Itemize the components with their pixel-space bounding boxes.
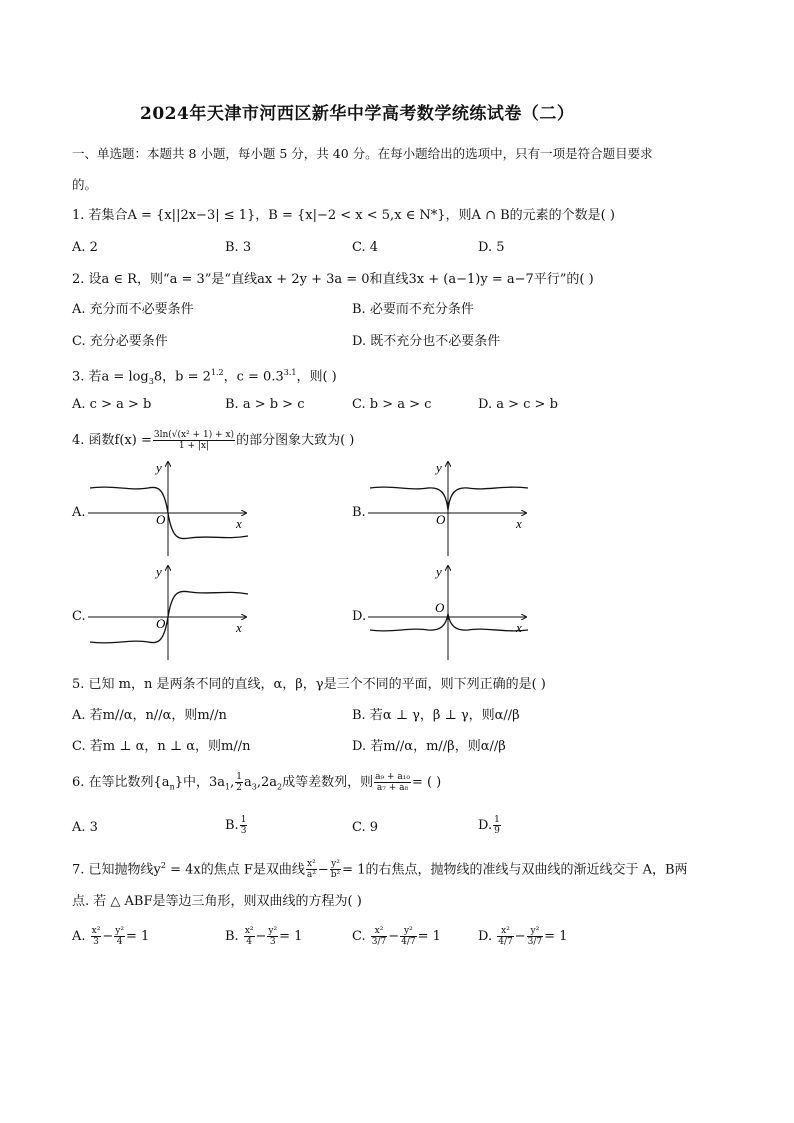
origin-label: O [156,512,166,527]
question-4-stem [72,428,354,454]
question-1-option-d: D. 5 [478,240,505,255]
q7-d-rhs: = 1 [544,929,568,944]
q4-frac-num: 3ln(√(x² + 1) + x) [153,430,235,440]
origin-label: O [435,600,445,615]
question-7-option-a: A. $\frac{\text{x²}}{3}$ − $\frac{\text{y²}}{4}$ = 1 [72,926,150,947]
x-label: x [236,620,242,635]
q7-b-n1: x² [244,926,254,936]
question-3-option-a: A. c > a > b [72,397,152,412]
q3-stem-mid1: 8，b = 2 [153,369,211,385]
q6-sub-1: 1 [225,782,231,792]
section-heading-line2: 的。 [72,177,98,192]
question-2-option-d: D. 既不充分也不必要条件 [352,334,501,349]
question-6-option-a: A. 3 [72,820,98,835]
q7-d-n2: y² [527,926,543,937]
q4-stem-post: 的部分图象大致为( ) [236,433,355,448]
q7-d-frac2 [527,926,543,947]
origin-label: O [436,512,446,527]
q7-stem-post: = 1的右焦点，抛物线的准线与双曲线的渐近线交于 A，B两 [342,862,688,878]
q4-function-fraction [153,430,235,451]
q7-b-n2: y² [268,926,278,936]
q7-c-frac1 [371,926,387,947]
question-7-stem-line2: 点. 若 △ ABF是等边三角形，则双曲线的方程为( ) [72,894,362,909]
q7-b-frac2 [267,926,278,947]
q4-graph-b [366,458,531,558]
q7-a-frac1 [91,926,102,947]
question-5-stem: 5. 已知 m，n 是两条不同的直线，α，β，γ是三个不同的平面，则下列正确的是( ) [72,677,546,692]
question-1-stem: 1. 若集合A = {x||2x−3| ≤ 1}，B = {x|−2 < x < 5,x ∈ N*}，则A ∩ B的元素的个数是( ) [72,208,615,223]
question-5-option-b: B. 若α ⊥ γ，β ⊥ γ，则α//β [352,708,520,723]
q7-c-d2: 4/7 [401,937,416,947]
q7-stem-mid: = 4x的焦点 F是双曲线 [165,862,305,878]
q3-exp1: 1.2 [210,368,224,377]
q7-a-label: A. [72,929,86,944]
q7-stem-pre: 7. 已知抛物线y [72,862,161,878]
q7-a-d2: 4 [116,937,123,947]
x-label: x [516,620,522,635]
q4-graph-d [366,562,531,662]
q3-exp2: 3.1 [283,368,297,377]
q7-a-n1: x² [91,926,101,936]
q6-d-den: 9 [494,826,500,836]
y-label: y [436,460,442,475]
q6-2a: ,2a [256,775,277,790]
question-6-option-d [478,812,502,840]
q4-option-b-label: B. [352,505,366,520]
q6-ratio-num: a₉ + a₁₀ [375,772,410,782]
q7-a-d1: 3 [93,937,99,947]
q6-a3: a [243,775,252,790]
q6-b-fraction [240,815,248,836]
exam-title: 2024年天津市河西区新华中学高考数学统练试卷（二） [140,104,575,124]
question-2-option-c: C. 充分必要条件 [72,334,168,349]
q4-frac-den: 1 + |x| [178,441,210,451]
q4-stem-pre: 4. 函数f(x) = [72,433,152,448]
q7-c-frac2 [400,926,416,947]
question-5-option-d: D. 若m//α，m//β，则α//β [352,739,506,754]
q7-hx-num: x² [307,859,316,870]
y-label: y [436,564,442,579]
q3-log-base: 3 [148,376,154,386]
q6-d-fraction [493,815,501,836]
question-6-stem: 6. 在等比数列$\{a_n\}$中，$3a_1$, $\frac{1}{2}$ $a_3,2a_2$成等差数列，则 $\frac{\text{a₉ + a₁₀}}{\text{a₇ + a₈}}$ = ( ) [72,772,442,793]
q7-hx-den: a² [306,870,316,881]
question-1-option-b: B. 3 [225,240,252,255]
q6-d-label: D. [478,818,493,833]
y-label: y [156,460,162,475]
q7-a-frac2 [114,926,125,947]
q7-b-label: B. [225,929,239,944]
q6-sub-2: 2 [277,782,283,792]
question-3-option-d: D. a > c > b [478,397,558,412]
question-5-option-c: C. 若m ⊥ α，n ⊥ α，则m//n [72,739,251,754]
question-7-option-d: D. $\frac{\text{x²}}{4/7}$ − $\frac{\text{y²}}{3/7}$ = 1 [478,926,568,947]
q7-sup-2: 2 [160,861,166,870]
q6-sub-n: n [169,782,175,792]
q7-d-d2: 3/7 [527,937,543,947]
q4-option-c-label: C. [72,609,86,624]
curve [370,487,528,510]
q6-stem-pre: 6. 在等比数列{a [72,775,170,790]
q7-b-rhs: = 1 [279,929,303,944]
question-3-stem [72,365,337,390]
q7-c-label: C. [352,929,366,944]
question-2-option-a: A. 充分而不必要条件 [72,302,194,317]
q6-stem-mid2: 成等差数列，则 [282,775,374,790]
q7-a-n2: y² [115,926,124,936]
q7-d-n1: x² [497,926,513,937]
q7-c-d1: 3/7 [371,937,387,947]
x-label: x [236,516,242,531]
q7-c-rhs: = 1 [417,929,441,944]
x-label: x [516,516,522,531]
q7-hx-fraction [306,859,317,880]
q6-ratio-den: a₇ + a₈ [376,783,409,793]
q7-hy-num: y² [331,859,340,870]
q7-d-label: D. [478,929,493,944]
q4-graph-c [86,562,251,662]
q7-c-n2: y² [400,926,416,937]
q7-b-frac1 [244,926,255,947]
question-7-option-c: C. $\frac{\text{x²}}{3/7}$ − $\frac{\text{y²}}{4/7}$ = 1 [352,926,441,947]
q4-option-a-label: A. [72,505,86,520]
q6-d-num: 1 [494,815,500,825]
q3-stem-post: ，则( ) [296,369,337,385]
q7-a-rhs: = 1 [125,929,150,944]
y-label: y [156,564,162,579]
question-1-option-c: C. 4 [352,240,379,255]
q6-ratio-fraction [374,772,411,793]
question-5-option-a: A. 若m//α，n//α，则m//n [72,708,227,723]
q7-b-d1: 4 [246,937,253,947]
q6-half-den: 2 [236,783,242,793]
q6-b-label: B. [225,818,239,833]
q4-graph-a [86,458,251,558]
q6-half-num: 1 [236,772,242,782]
question-7-option-b: B. $\frac{\text{x²}}{4}$ − $\frac{\text{y²}}{3}$ = 1 [225,926,303,947]
q3-stem-pre: 3. 若a = log [72,369,149,385]
question-2-stem: 2. 设a ∈ R，则“a = 3”是“直线ax + 2y + 3a = 0和直线3x + (a−1)y = a−7平行”的( ) [72,272,594,287]
q7-b-d2: 3 [269,937,276,947]
q6-stem-mid: }中，3a [174,775,226,790]
question-6-option-c: C. 9 [352,820,379,835]
q6-b-den: 3 [240,826,247,836]
q7-d-d1: 4/7 [498,937,513,947]
section-heading-line1: 一、单选题：本题共 8 小题，每小题 5 分，共 40 分。在每小题给出的选项中，只有一项是符合题目要求 [72,146,653,161]
q7-hy-den: b² [330,870,341,881]
q6-stem-post: = ( ) [411,775,442,790]
question-1-option-a: A. 2 [72,240,98,255]
q6-half-fraction [235,772,243,793]
q6-sub-3: 3 [251,782,257,792]
origin-label: O [156,616,166,631]
q4-option-d-label: D. [352,609,367,624]
question-6-option-b [225,812,248,840]
question-7-stem-line1: 7. 已知抛物线$y^2 = 4x$的焦点 F是双曲线 $\frac{\text{x²}}{\text{a²}}$ − $\frac{\text{y²}}{\text{b²}}$ = 1的右焦点，抛物线的准线与双曲线的渐近线交于 A，B两 [72,859,688,881]
q3-stem-mid2: ，c = 0.3 [223,369,284,385]
question-3-option-c: C. b > a > c [352,397,432,412]
question-3-option-b: B. a > b > c [225,397,305,412]
q7-hy-fraction [330,859,341,880]
q7-d-frac1 [497,926,513,947]
q7-c-n1: x² [371,926,387,937]
question-2-option-b: B. 必要而不充分条件 [352,302,474,317]
q6-b-num: 1 [240,815,247,825]
